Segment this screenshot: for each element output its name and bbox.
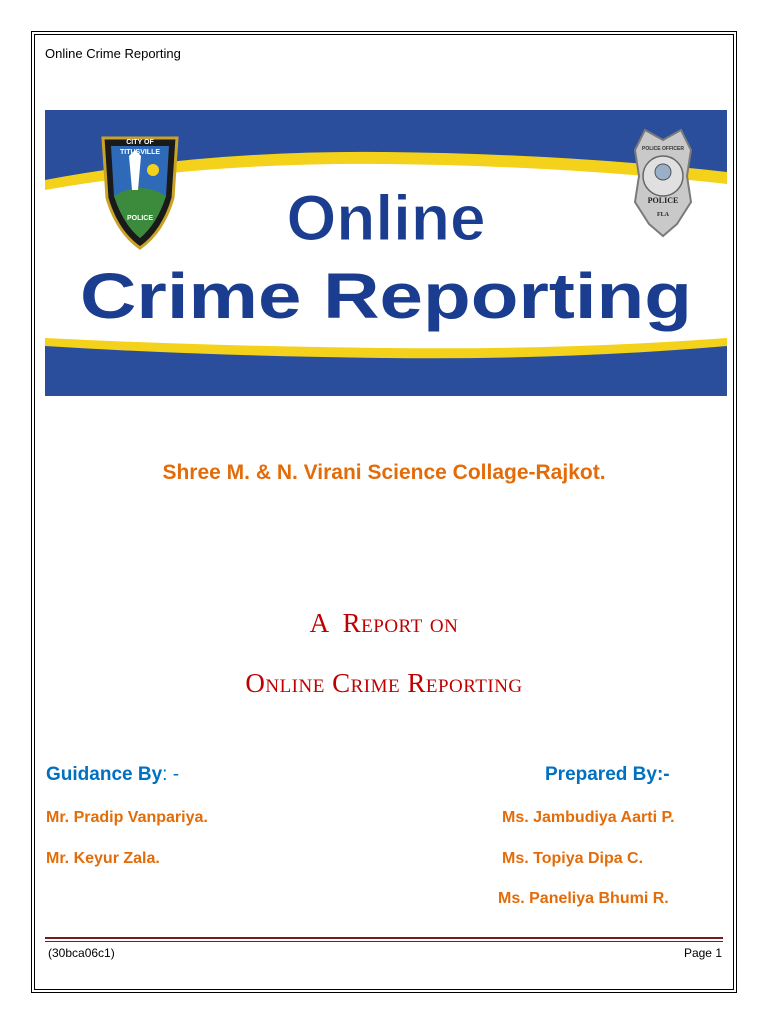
guidance-label-suffix: : - <box>162 764 180 785</box>
banner-line-1: Online <box>286 182 486 254</box>
guidance-name-1: Mr. Pradip Vanpariya. <box>46 809 208 826</box>
prepared-label: Prepared By:- <box>545 764 670 785</box>
footer-page-number: Page 1 <box>683 946 722 960</box>
guidance-label-text: Guidance By <box>46 764 163 785</box>
title-banner <box>45 110 727 396</box>
page-header-title: Online Crime Reporting <box>45 46 181 61</box>
guidance-name-2: Mr. Keyur Zala. <box>46 850 160 867</box>
badge-state-text: FLA <box>657 212 669 218</box>
badge-top-text: POLICE OFFICER <box>642 146 684 152</box>
college-name: Shree M. & N. Virani Science Collage-Rajkot. <box>162 461 606 484</box>
prepared-name-2: Ms. Topiya Dipa C. <box>502 850 644 867</box>
banner-bottom-stripe <box>45 360 727 396</box>
banner-line-2: Crime Reporting <box>80 260 692 332</box>
report-heading-line-1: A Report on <box>309 608 459 638</box>
footer-rule-thick <box>45 937 723 939</box>
footer-code: (30bca06c1) <box>48 946 115 960</box>
report-heading-line-2: Online Crime Reporting <box>245 668 523 698</box>
seal-bottom-text: POLICE <box>126 215 154 222</box>
badge-bottom-text: POLICE <box>647 196 679 205</box>
footer-rule-thin <box>45 941 723 942</box>
seal-name-text: TITUSVILLE <box>119 149 161 156</box>
guidance-label <box>46 764 179 786</box>
seal-top-text: CITY OF <box>126 139 154 146</box>
prepared-name-3: Ms. Paneliya Bhumi R. <box>498 890 669 907</box>
prepared-name-1: Ms. Jambudiya Aarti P. <box>502 809 675 826</box>
